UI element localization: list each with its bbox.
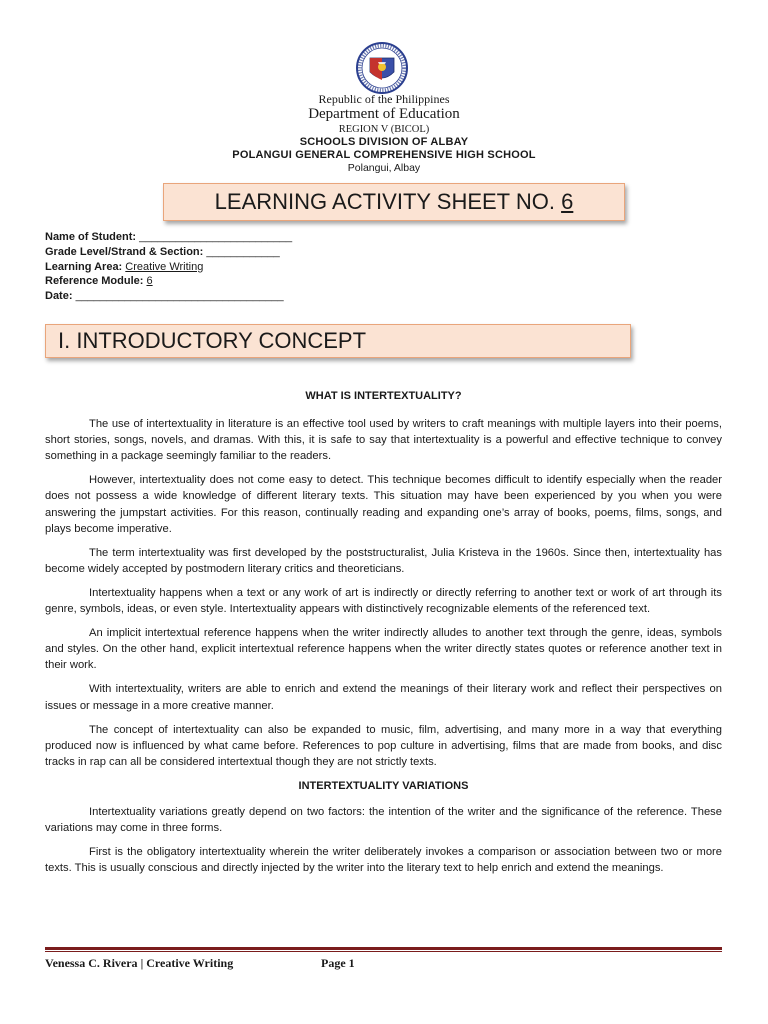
header-division: SCHOOLS DIVISION OF ALBAY: [299, 136, 469, 148]
deped-seal-icon: [348, 42, 416, 94]
learning-area-label: Learning Area:: [45, 260, 123, 273]
activity-sheet-title: [163, 183, 625, 221]
title-prefix: LEARNING ACTIVITY SHEET NO.: [214, 189, 555, 214]
date-blank: __________________________________: [75, 290, 284, 303]
paragraph: Intertextuality happens when a text or any work of art is indirectly or directly referring to another text or work of art through its genre, symbols, ideas, or even style. Intertextuality appears with distinctively recognizable elements of the referenced text.: [45, 586, 722, 616]
footer-separator: |: [137, 956, 147, 970]
heading-intertextuality-variations: INTERTEXTUALITY VARIATIONS: [298, 779, 469, 792]
header-department: Department of Education: [308, 106, 460, 122]
paragraph: The use of intertextuality in literature is an effective tool used by writers to craft meanings with multiple layers into their poems, short stories, songs, novels, and dramas. With this, it is safe to say that intertextuality is a powerful and effective technique to convey something in a package seemingly familiar to the readers.: [45, 418, 722, 463]
heading-what-is-intertextuality: WHAT IS INTERTEXTUALITY?: [305, 390, 462, 402]
date-label: Date:: [45, 290, 73, 303]
footer-rule: [45, 947, 722, 950]
learning-area-value: Creative Writing: [125, 260, 204, 273]
paragraph: The term intertextuality was first developed by the poststructuralist, Julia Kristeva in the 1960s. Since then, intertextuality has become widely accepted by postmodern literary critics and theoreticians.: [45, 546, 722, 575]
paragraph: First is the obligatory intertextuality wherein the writer deliberately invokes a comparison or association between two or more texts. This is usually conscious and directly injected by the writer into the literary text to help enrich and extend the meanings.: [45, 846, 722, 875]
header-republic: Republic of the Philippines: [318, 92, 450, 106]
footer-subject: Creative Writing: [146, 956, 234, 970]
reference-module-label: Reference Module:: [45, 275, 144, 288]
paragraph: The concept of intertextuality can also be expanded to music, film, advertising, and many more in a way that everything produced now is influenced by what came before. References to pop culture in advertising, films that are made from books, and disc tracks in rap can all be considered intertextual though they are not strictly texts.: [45, 723, 722, 768]
grade-level-line: [45, 245, 292, 260]
header-region: REGION V (BICOL): [338, 124, 430, 135]
reference-module-value: 6: [146, 275, 153, 288]
title-number: 6: [561, 189, 574, 214]
student-name-line: [45, 230, 292, 245]
reference-module-line: [45, 274, 292, 289]
paragraph: With intertextuality, writers are able to enrich and extend the meanings of their literary work and reflect their perspectives on issues or message in a more creative manner.: [45, 683, 722, 712]
student-name-label: Name of Student:: [45, 231, 137, 243]
document-body: [45, 388, 722, 884]
paragraph: However, intertextuality does not come easy to detect. This technique becomes difficult to identify especially when the reader does not possess a wide knowledge of different literary texts. This situation may have been experienced by you when you were answering the jumpstart activities. For this reason, continually reading and expanding one’s array of books, poems, films, songs, and plays become imperative.: [45, 474, 722, 535]
grade-level-label: Grade Level/Strand & Section:: [45, 245, 204, 258]
learning-area-line: [45, 260, 292, 275]
footer-author: Venessa C. Rivera: [45, 956, 138, 970]
student-info-block: [45, 230, 292, 304]
header-town: Polangui, Albay: [347, 162, 421, 174]
student-name-blank: _________________________: [139, 231, 293, 243]
date-line: [45, 289, 292, 304]
grade-level-blank: ____________: [206, 245, 280, 258]
section-title: I. INTRODUCTORY CONCEPT: [45, 324, 631, 358]
footer-rule-thin: [45, 951, 722, 952]
header-school: POLANGUI GENERAL COMPREHENSIVE HIGH SCHOOL: [232, 149, 536, 161]
paragraph: An implicit intertextual reference happens when the writer indirectly alludes to another text through the genre, ideas, symbols and styles. On the other hand, explicit intertextual reference happens when the writer directly states quotes or reference another text in their work.: [45, 627, 722, 672]
footer-page-number: Page 1: [321, 956, 355, 970]
footer-author-subject: [45, 956, 233, 971]
paragraph: Intertextuality variations greatly depend on two factors: the intention of the writer and the significance of the reference. These variations may come in three forms.: [45, 805, 722, 835]
